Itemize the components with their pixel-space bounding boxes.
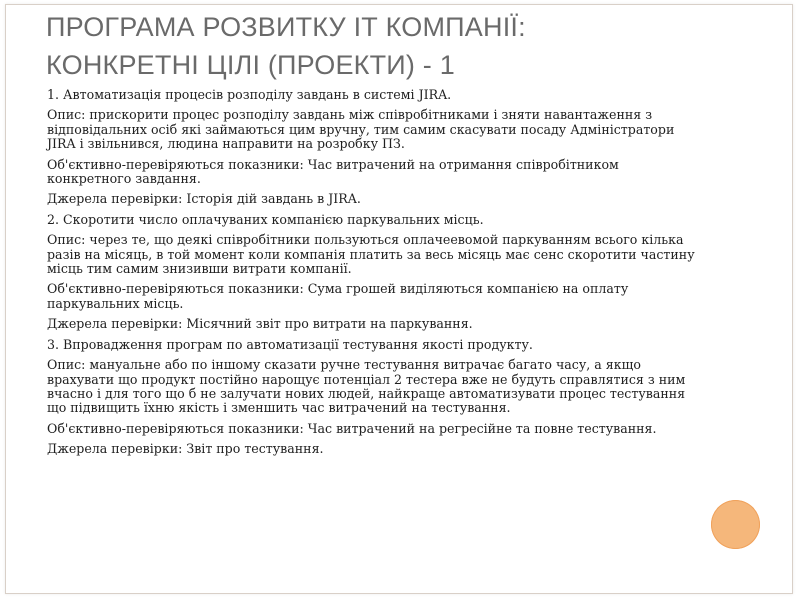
project-1-description: Опис: прискорити процес розподілу завдань між співробітниками і зняти навантаження з відповідальних осіб які займаються цим вручну, тим самим скасувати посаду Адміністратори JIRA і звільнився, людина направити на розробку ПЗ. xyxy=(47,107,675,152)
project-1-indicators: Об'єктивно-перевіряються показники: Час витрачений на отримання співробітником конкретного завдання. xyxy=(47,156,619,187)
decorative-circle xyxy=(711,500,760,549)
slide-body xyxy=(47,88,697,463)
project-2-description: Опис: через те, що деякі співробітники пользуються оплачеевомой паркуванням всього кілька разів на місяць, в той момент коли компанія платить за весь місяць має сенс скоротити частину місць тим самим знизивши витрати компанії. xyxy=(47,232,695,277)
slide-title xyxy=(46,8,766,84)
project-1-heading: 1. Автоматизація процесів розподілу завдань в системі JIRA. xyxy=(47,87,452,102)
project-3-description: Опис: мануальне або по іншому сказати ручне тестування витрачає багато часу, а якщо врахувати що продукт постійно нарощує потенціал 2 тестера вже не будуть справлятися з ним вчасно і для того що б не залучати нових людей, найкраще автоматизувати процес тестування що підвищить їхню якість і зменшить час витрачений на тестування. xyxy=(47,357,686,416)
project-2-indicators: Об'єктивно-перевіряються показники: Сума грошей виділяються компанією на оплату паркувальних місць. xyxy=(47,281,629,311)
project-3-heading: 3. Впровадження програм по автоматизації тестування якості продукту. xyxy=(47,336,533,352)
project-2-heading: 2. Скоротити число оплачуваних компанією паркувальних місць. xyxy=(47,211,484,227)
slide-title-line-1: ПРОГРАМА РОЗВИТКУ ІТ КОМПАНІЇ: xyxy=(46,12,526,42)
project-3-sources: Джерела перевірки: Звіт про тестування. xyxy=(47,441,324,457)
slide-title-line-2: КОНКРЕТНІ ЦІЛІ (ПРОЕКТИ) - 1 xyxy=(46,50,455,80)
project-2-sources: Джерела перевірки: Місячний звіт про витрати на паркування. xyxy=(47,316,473,332)
project-3-indicators: Об'єктивно-перевіряються показники: Час витрачений на регресійне та повне тестування. xyxy=(47,420,657,436)
project-1-sources: Джерела перевірки: Історія дій завдань в JIRA. xyxy=(47,191,361,207)
